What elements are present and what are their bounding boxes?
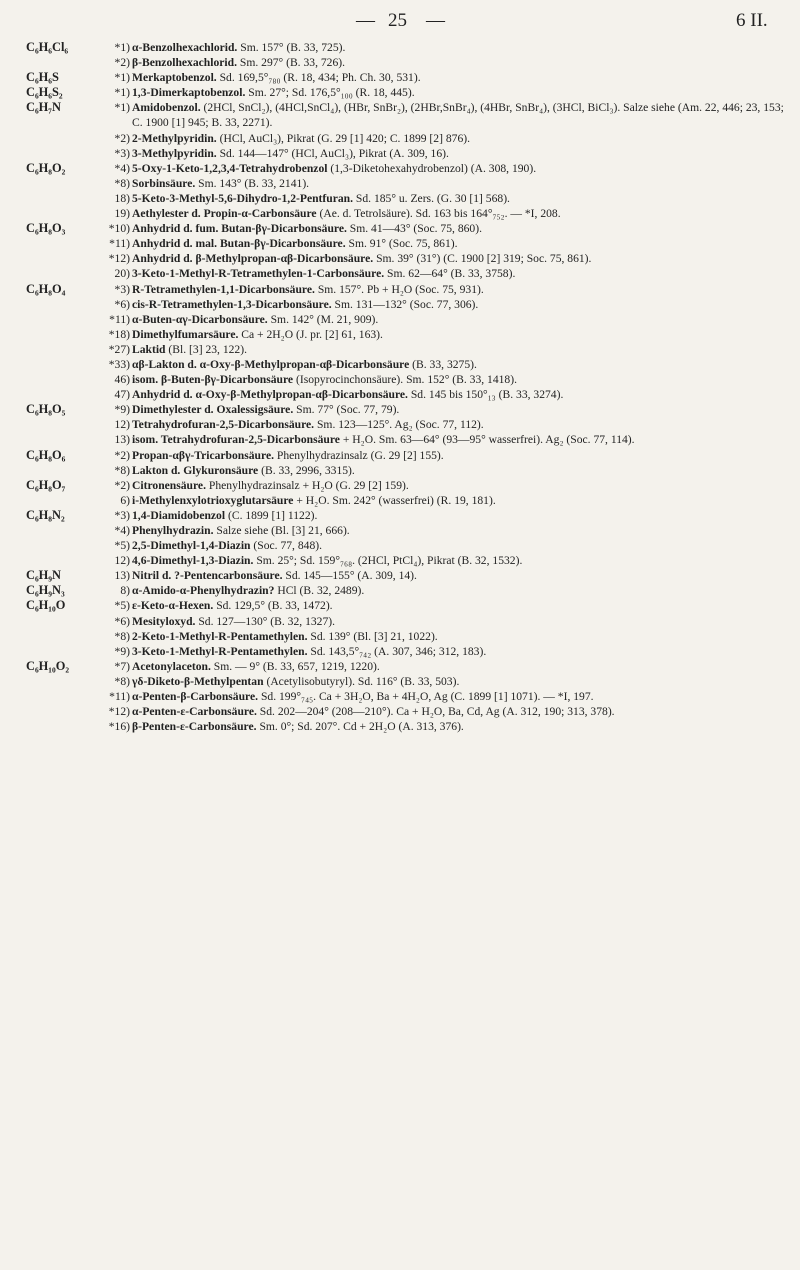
compound-name: 2,5-Dimethyl-1,4-Diazin <box>132 539 251 553</box>
compound-details: Sd. 144—147° (HCl, AuCl₃), Pikrat (A. 309, 16). <box>219 146 449 160</box>
formula-label: C₆H₈O₇ <box>26 477 66 492</box>
compound-name: isom. β-Buten-βγ-Dicarbonsäure <box>132 373 294 387</box>
compound-entry <box>26 282 792 297</box>
compound-name: Anhydrid d. α-Oxy-β-Methylpropan-αβ-Dicarbonsäure. <box>132 388 408 402</box>
compound-details: Sd. 139° (Bl. [3] 21, 1022). <box>310 629 438 643</box>
formula-label: C₆H₉N <box>26 568 61 583</box>
compound-name: β-Benzolhexachlorid. <box>132 56 237 70</box>
entry-body <box>108 206 792 221</box>
compound-entry <box>26 206 792 221</box>
compound-details: Sd. 185° u. Zers. (G. 30 [1] 568). <box>355 191 510 205</box>
entry-number: 12) <box>114 418 130 432</box>
entry-body <box>108 266 792 281</box>
compound-name: 5-Oxy-1-Keto-1,2,3,4-Tetrahydrobenzol <box>132 161 328 175</box>
compound-details: Sm. 41—43° (Soc. 75, 860). <box>349 222 482 236</box>
compound-details: Sm. 0°; Sd. 207°. Cd + 2H₂O (A. 313, 376). <box>259 720 464 734</box>
entry-number: *8) <box>114 629 130 643</box>
compound-entry <box>26 463 792 478</box>
compound-entry <box>26 85 792 100</box>
entry-body <box>108 40 792 55</box>
compound-name: Amidobenzol. <box>132 101 201 115</box>
entry-number: *8) <box>114 176 130 190</box>
entry-body <box>108 659 792 674</box>
entry-body <box>108 614 792 629</box>
compound-name: 1,3-Dimerkaptobenzol. <box>132 86 246 100</box>
entry-body <box>108 508 792 523</box>
entry-number: 47) <box>114 388 130 402</box>
entry-body <box>108 568 792 583</box>
header-dash-right: — <box>426 10 445 31</box>
entry-body <box>108 251 792 266</box>
compound-name: α-Amido-α-Phenylhydrazin? <box>132 584 275 598</box>
entry-body <box>108 402 792 417</box>
entry-body <box>108 583 792 598</box>
entry-number: *4) <box>114 524 130 537</box>
entry-body <box>108 282 792 297</box>
entry-number: *5) <box>114 539 130 553</box>
entry-body <box>108 131 792 146</box>
compound-details: Sm. 157° (B. 33, 725). <box>240 41 346 54</box>
entry-body <box>108 629 792 644</box>
compound-details: + H₂O. Sm. 242° (wasserfrei) (R. 19, 181). <box>296 493 496 507</box>
compound-entry <box>26 553 792 568</box>
entry-body <box>108 236 792 251</box>
entry-number: *1) <box>114 71 130 85</box>
compound-details: Sd. 202—204° (208—210°). Ca + H₂O, Ba, Cd, Ag (A. 312, 190; 313, 378). <box>259 705 615 719</box>
compound-name: Anhydrid d. β-Methylpropan-αβ-Dicarbonsäure. <box>132 252 374 266</box>
formula-label: C₆H₁₀O <box>26 598 66 613</box>
compound-entry <box>26 448 792 463</box>
compound-details: (C. 1899 [1] 1122). <box>227 508 318 522</box>
entry-number: 46) <box>114 373 130 387</box>
entry-body <box>108 493 792 508</box>
entry-number: *1) <box>114 41 130 54</box>
entry-body <box>108 191 792 206</box>
compound-entry <box>26 146 792 161</box>
compound-entry <box>26 417 792 432</box>
entry-body <box>108 85 792 100</box>
entry-number: *8) <box>114 674 130 688</box>
compound-details: Sm. 143° (B. 33, 2141). <box>198 176 310 190</box>
entry-number: *2) <box>114 478 130 492</box>
entry-body <box>108 448 792 463</box>
compound-details: Sd. 169,5°₇₈₀ (R. 18, 434; Ph. Ch. 30, 531). <box>219 71 421 85</box>
compound-details: (B. 33, 3275). <box>412 357 477 371</box>
compound-details: Sm. 157°. Pb + H₂O (Soc. 75, 931). <box>317 282 484 296</box>
entry-number: *1) <box>114 101 130 115</box>
compound-entry <box>26 719 792 734</box>
compound-entry <box>26 312 792 327</box>
compound-details: Sd. 127—130° (B. 32, 1327). <box>198 614 336 628</box>
compound-details: Sm. 27°; Sd. 176,5°₁₀₀ (R. 18, 445). <box>248 86 415 100</box>
entry-number: 19) <box>114 207 130 221</box>
compound-entry <box>26 327 792 342</box>
entry-body <box>108 297 792 312</box>
compound-name: 1,4-Diamidobenzol <box>132 508 226 522</box>
compound-name: 2-Methylpyridin. <box>132 131 217 145</box>
compound-name: Dimethylfumarsäure. <box>132 327 239 341</box>
compound-details: (HCl, AuCl₃), Pikrat (G. 29 [1] 420; C. 1899 [2] 876). <box>219 131 471 145</box>
compound-details: Sm. — 9° (B. 33, 657, 1219, 1220). <box>213 659 380 673</box>
compound-details: (Acetylisobutyryl). Sd. 116° (B. 33, 503). <box>266 674 460 688</box>
compound-entry <box>26 176 792 191</box>
entry-body <box>108 387 792 402</box>
page-number: 25 <box>388 10 407 31</box>
compound-name: Mesityloxyd. <box>132 614 196 628</box>
formula-label: C₆H₉N₃ <box>26 583 65 598</box>
compound-details: (2HCl, SnCl₂), (4HCl,SnCl₄), (HBr, SnBr₂), (2HBr,SnBr₄), (4HBr, SnBr₄), (3HCl, BiCl₃). Salze siehe (Am. 22, 446; 23, 153; C. 1900 [1] 945; B. 33, 2271). <box>132 101 784 130</box>
compound-details: (Bl. [3] 23, 122). <box>168 342 247 356</box>
entry-number: *2) <box>114 56 130 70</box>
compound-entry <box>26 432 792 447</box>
entry-number: *6) <box>114 297 130 311</box>
compound-entry <box>26 266 792 281</box>
entry-number: *33) <box>108 357 130 371</box>
entry-body <box>108 553 792 568</box>
entry-number: *9) <box>114 403 130 417</box>
compound-details: Sd. 199°₇₄₅. Ca + 3H₂O, Ba + 4H₂O, Ag (C. 1899 [1] 1071). — *I, 197. <box>260 690 594 704</box>
compound-details: Salze siehe (Bl. [3] 21, 666). <box>216 524 350 537</box>
compound-name: γδ-Diketo-β-Methylpentan <box>132 674 264 688</box>
compound-details: Sd. 145 bis 150°₁₃ (B. 33, 3274). <box>410 388 564 402</box>
compound-entry <box>26 629 792 644</box>
page-header <box>0 10 800 36</box>
entry-body <box>108 417 792 432</box>
entry-body <box>108 146 792 161</box>
compound-name: α-Buten-αγ-Dicarbonsäure. <box>132 312 268 326</box>
compound-name: Merkaptobenzol. <box>132 71 217 85</box>
compound-name: Aethylester d. Propin-α-Carbonsäure <box>132 207 317 221</box>
entry-body <box>108 689 792 704</box>
header-dash-left: — <box>356 10 375 31</box>
compound-entry <box>26 614 792 629</box>
entry-number: *3) <box>114 508 130 522</box>
entry-body <box>108 221 792 236</box>
formula-label: C₆H₈O₂ <box>26 160 66 175</box>
compound-details: Sm. 25°; Sd. 159°₇₆₈. (2HCl, PtCl₄), Pikrat (B. 32, 1532). <box>256 554 523 568</box>
compound-details: Sm. 123—125°. Ag₂ (Soc. 77, 112). <box>316 418 484 432</box>
formula-label: C₆H₆S <box>26 70 59 85</box>
entry-number: *8) <box>114 463 130 477</box>
compound-entry <box>26 689 792 704</box>
compound-name: Anhydrid d. mal. Butan-βγ-Dicarbonsäure. <box>132 237 346 251</box>
compound-details: Sd. 143,5°₇₄₂ (A. 307, 346; 312, 183). <box>310 644 487 658</box>
compound-entry <box>26 674 792 689</box>
compound-name: 3-Keto-1-Methyl-R-Tetramethylen-1-Carbonsäure. <box>132 267 385 281</box>
formula-label: C₆H₈O₄ <box>26 281 66 296</box>
compound-name: Dimethylester d. Oxalessigsäure. <box>132 403 294 417</box>
compound-details: (B. 33, 2996, 3315). <box>261 463 355 477</box>
compound-entry <box>26 402 792 417</box>
entry-list <box>26 40 792 734</box>
compound-details: Phenylhydrazinsalz + H₂O (G. 29 [2] 159). <box>208 478 409 492</box>
compound-name: 3-Keto-1-Methyl-R-Pentamethylen. <box>132 644 308 658</box>
formula-label: C₆H₇N <box>26 100 61 115</box>
entry-body <box>108 704 792 719</box>
compound-name: 4,6-Dimethyl-1,3-Diazin. <box>132 554 254 568</box>
section-label: 6 II. <box>736 10 768 31</box>
compound-entry <box>26 55 792 70</box>
compound-name: Sorbinsäure. <box>132 176 196 190</box>
entry-number: *1) <box>114 86 130 100</box>
entry-number: *12) <box>108 705 130 719</box>
compound-name: α-Penten-β-Carbonsäure. <box>132 690 259 704</box>
entry-number: *3) <box>114 282 130 296</box>
compound-name: cis-R-Tetramethylen-1,3-Dicarbonsäure. <box>132 297 332 311</box>
entry-body <box>108 312 792 327</box>
entry-number: *3) <box>114 146 130 160</box>
entry-number: *9) <box>114 644 130 658</box>
entry-number: *2) <box>114 448 130 462</box>
compound-name: Propan-αβγ-Tricarbonsäure. <box>132 448 274 462</box>
entry-body <box>108 342 792 357</box>
entry-number: 18) <box>114 191 130 205</box>
entry-number: *11) <box>109 312 130 326</box>
compound-name: Citronensäure. <box>132 478 206 492</box>
compound-name: ε-Keto-α-Hexen. <box>132 599 214 613</box>
compound-name: Acetonylaceton. <box>132 659 211 673</box>
entry-body <box>108 100 792 130</box>
compound-entry <box>26 523 792 538</box>
compound-entry <box>26 659 792 674</box>
compound-name: αβ-Lakton d. α-Oxy-β-Methylpropan-αβ-Dicarbonsäure <box>132 357 410 371</box>
entry-number: 12) <box>114 554 130 568</box>
compound-name: 5-Keto-3-Methyl-5,6-Dihydro-1,2-Pentfuran. <box>132 191 353 205</box>
entry-body <box>108 327 792 342</box>
compound-entry <box>26 538 792 553</box>
compound-name: α-Penten-ε-Carbonsäure. <box>132 705 257 719</box>
entry-body <box>108 538 792 553</box>
entry-number: 13) <box>114 569 130 583</box>
entry-number: 8) <box>120 584 130 598</box>
compound-entry <box>26 297 792 312</box>
compound-details: Sm. 131—132° (Soc. 77, 306). <box>334 297 479 311</box>
formula-label: C₆H₈N₂ <box>26 507 65 522</box>
compound-details: Sm. 91° (Soc. 75, 861). <box>348 237 458 251</box>
entry-body <box>108 55 792 70</box>
entry-number: *27) <box>108 342 130 356</box>
compound-details: + H₂O. Sm. 63—64° (93—95° wasserfrei). Ag₂ (Soc. 77, 114). <box>342 433 635 447</box>
entry-body <box>108 478 792 493</box>
entry-body <box>108 432 792 447</box>
compound-details: Sm. 142° (M. 21, 909). <box>270 312 379 326</box>
entry-number: *10) <box>108 222 130 236</box>
compound-name: Nitril d. ?-Pentencarbonsäure. <box>132 569 283 583</box>
compound-name: α-Benzolhexachlorid. <box>132 41 238 54</box>
entry-body <box>108 598 792 613</box>
compound-details: Sm. 62—64° (B. 33, 3758). <box>387 267 516 281</box>
compound-name: Tetrahydrofuran-2,5-Dicarbonsäure. <box>132 418 315 432</box>
compound-entry <box>26 508 792 523</box>
compound-entry <box>26 131 792 146</box>
compound-details: (Ae. d. Tetrolsäure). Sd. 163 bis 164°₇₅₂. — *I, 208. <box>319 207 561 221</box>
compound-entry <box>26 100 792 130</box>
entry-number: *7) <box>114 659 130 673</box>
compound-name: Phenylhydrazin. <box>132 524 214 537</box>
entry-body <box>108 176 792 191</box>
compound-entry <box>26 493 792 508</box>
compound-entry <box>26 704 792 719</box>
entry-number: *2) <box>114 131 130 145</box>
compound-details: (Soc. 77, 848). <box>253 539 322 553</box>
compound-name: Laktid <box>132 342 166 356</box>
entry-number: *4) <box>114 161 130 175</box>
entry-body <box>108 523 792 538</box>
compound-entry <box>26 357 792 372</box>
entry-number: *11) <box>109 237 130 251</box>
compound-entry <box>26 70 792 85</box>
compound-name: i-Methylenxylotrioxyglutarsäure <box>132 493 294 507</box>
compound-entry <box>26 236 792 251</box>
entry-body <box>108 70 792 85</box>
compound-entry <box>26 40 792 55</box>
formula-label: C₆H₈O₆ <box>26 447 66 462</box>
entry-body <box>108 357 792 372</box>
entry-number: *16) <box>108 720 130 734</box>
compound-name: isom. Tetrahydrofuran-2,5-Dicarbonsäure <box>132 433 340 447</box>
compound-details: Phenylhydrazinsalz (G. 29 [2] 155). <box>276 448 444 462</box>
compound-entry <box>26 372 792 387</box>
compound-name: Anhydrid d. fum. Butan-βγ-Dicarbonsäure. <box>132 222 347 236</box>
entry-body <box>108 719 792 734</box>
compound-name: β-Penten-ε-Carbonsäure. <box>132 720 257 734</box>
compound-details: Sm. 297° (B. 33, 726). <box>239 56 346 70</box>
compound-entry <box>26 191 792 206</box>
compound-entry <box>26 644 792 659</box>
compound-entry <box>26 251 792 266</box>
compound-details: Sd. 145—155° (A. 309, 14). <box>285 569 417 583</box>
entry-body <box>108 161 792 176</box>
entry-number: *6) <box>114 614 130 628</box>
compound-entry <box>26 342 792 357</box>
compound-details: Ca + 2H₂O (J. pr. [2] 61, 163). <box>241 327 383 341</box>
entry-body <box>108 463 792 478</box>
compound-details: (Isopyrocinchonsäure). Sm. 152° (B. 33, 1418). <box>295 373 517 387</box>
formula-label: C₆H₈O₃ <box>26 221 66 236</box>
entry-number: *11) <box>109 690 130 704</box>
entry-number: 6) <box>120 493 130 507</box>
compound-entry <box>26 161 792 176</box>
entry-body <box>108 372 792 387</box>
entry-number: *18) <box>108 327 130 341</box>
compound-entry <box>26 478 792 493</box>
compound-name: R-Tetramethylen-1,1-Dicarbonsäure. <box>132 282 315 296</box>
compound-entry <box>26 387 792 402</box>
compound-details: (1,3-Diketohexahydrobenzol) (A. 308, 190). <box>330 161 537 175</box>
entry-number: 20) <box>114 267 130 281</box>
entry-number: *12) <box>108 252 130 266</box>
entry-body <box>108 674 792 689</box>
compound-details: Sm. 77° (Soc. 77, 79). <box>296 403 400 417</box>
compound-entry <box>26 568 792 583</box>
entry-body <box>108 644 792 659</box>
compound-entry <box>26 221 792 236</box>
compound-details: Sd. 129,5° (B. 33, 1472). <box>216 599 333 613</box>
formula-label: C₆H₁₀O₂ <box>26 658 70 673</box>
formula-label: C₆H₈O₅ <box>26 402 66 417</box>
compound-details: Sm. 39° (31°) (C. 1900 [2] 319; Soc. 75, 861). <box>376 252 592 266</box>
compound-entry <box>26 583 792 598</box>
formula-label: C₆H₆Cl₆ <box>26 40 69 54</box>
compound-details: HCl (B. 32, 2489). <box>277 584 365 598</box>
compound-name: 3-Methylpyridin. <box>132 146 217 160</box>
compound-name: Lakton d. Glykuronsäure <box>132 463 259 477</box>
compound-entry <box>26 598 792 613</box>
entry-number: *5) <box>114 599 130 613</box>
compound-name: 2-Keto-1-Methyl-R-Pentamethylen. <box>132 629 308 643</box>
entry-number: 13) <box>114 433 130 447</box>
formula-label: C₆H₆S₂ <box>26 85 63 100</box>
